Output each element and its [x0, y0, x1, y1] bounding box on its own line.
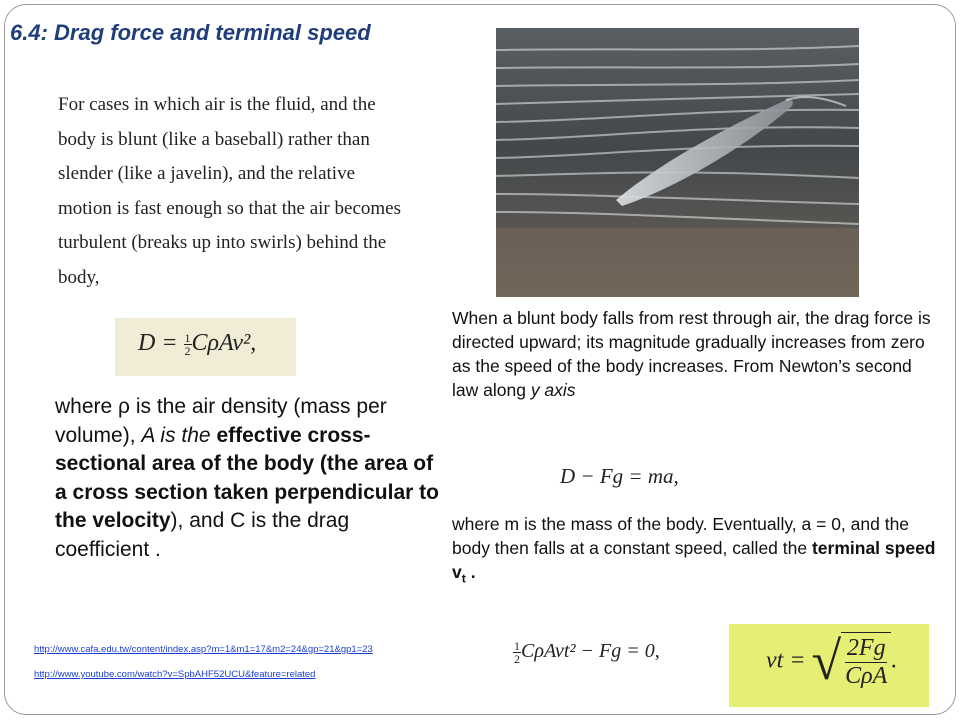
cafa-link[interactable]: http://www.cafa.edu.tw/content/index.asp?m=1&m1=17&m2=24&gp=21&gp1=23: [34, 644, 373, 655]
intro-paragraph: For cases in which air is the fluid, and the body is blunt (like a baseball) rather than slender (like a javelin), and the relative motion is fast enough so that the air becomes turbulent (breaks up into swirls) behind the body,: [58, 94, 401, 288]
drag-definition-text: where ρ is the air density (mass per volume), A is the effective cross-sectional area of the body (the area of a cross section taken perpendicular to the velocity), and C is the drag coefficient .: [55, 395, 439, 561]
eq1-rhs: CρAv²,: [191, 330, 257, 356]
slide-title: 6.4: Drag force and terminal speed: [10, 20, 371, 45]
terminal-speed-formula: vt = √ 2Fg CρA .: [766, 631, 898, 691]
newton-equation: D − Fg = ma,: [560, 464, 679, 488]
eq1-lhs: D =: [138, 330, 184, 356]
drag-force-equation: [138, 330, 256, 357]
youtube-link[interactable]: http://www.youtube.com/watch?v=SpbAHF52UCU&feature=related: [34, 669, 316, 680]
eq3-half-fraction: $\frac{1}{2}$: [514, 639, 520, 666]
newton-law-paragraph: When a blunt body falls from rest through air, the drag force is directed upward; its magnitude gradually increases from zero as the speed of the body increases. From Newton’s second law along y axis: [452, 308, 931, 400]
wind-tunnel-photo: [496, 28, 859, 297]
eq1-half-fraction: $\frac{1}{2}$: [184, 330, 191, 358]
terminal-condition-equation: $\frac{1}{2}$ CρAvt² − Fg = 0,: [514, 639, 660, 666]
terminal-speed-paragraph: where m is the mass of the body. Eventually, a = 0, and the body then falls at a constant speed, called the terminal speed $v_t$ .: [452, 514, 936, 586]
